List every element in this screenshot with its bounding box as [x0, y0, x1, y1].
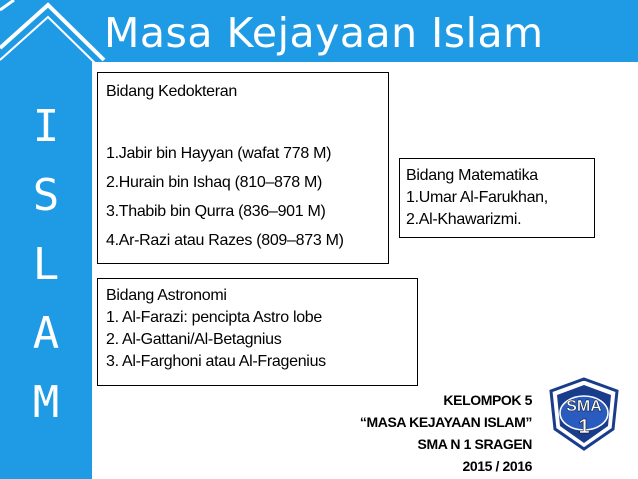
- astronomi-item: 1. Al-Farazi: pencipta Astro lobe: [106, 309, 322, 326]
- credits-project: “MASA KEJAYAAN ISLAM”: [359, 414, 532, 430]
- kedokteran-item: 2.Hurain bin Ishaq (810–878 M): [106, 174, 323, 191]
- matematika-item: 2.Al-Khawarizmi.: [406, 211, 522, 228]
- astronomi-heading: Bidang Astronomi: [106, 287, 227, 304]
- astronomi-item: 2. Al-Gattani/Al-Betagnius: [106, 331, 282, 348]
- kedokteran-item: 3.Thabib bin Qurra (836–901 M): [106, 203, 326, 220]
- credits-year: 2015 / 2016: [462, 458, 532, 474]
- vertical-letter: M: [32, 377, 60, 428]
- credits-school: SMA N 1 SRAGEN: [417, 436, 532, 452]
- matematika-item: 1.Umar Al-Farukhan,: [406, 189, 548, 206]
- astronomi-item: 3. Al-Farghoni atau Al-Fragenius: [106, 353, 326, 370]
- kedokteran-item: 1.Jabir bin Hayyan (wafat 778 M): [106, 145, 332, 162]
- vertical-letter: L: [32, 239, 60, 290]
- logo-number: 1: [578, 416, 590, 438]
- kedokteran-item: 4.Ar-Razi atau Razes (809–873 M): [106, 232, 344, 249]
- vertical-letter: I: [32, 101, 60, 152]
- logo-text: SMA: [566, 398, 602, 415]
- matematika-box: [399, 158, 595, 238]
- credits-block: [360, 389, 532, 477]
- astronomi-box: [97, 278, 418, 386]
- matematika-heading: Bidang Matematika: [406, 167, 538, 184]
- vertical-letter: S: [32, 170, 60, 221]
- kedokteran-box: [97, 72, 389, 264]
- corner-frame-decoration: [0, 0, 120, 80]
- school-logo: [545, 375, 623, 453]
- credits-group: KELOMPOK 5: [443, 392, 532, 408]
- slide-title: Masa Kejayaan Islam: [104, 9, 544, 57]
- vertical-islam-text: [0, 92, 92, 437]
- vertical-letter: A: [32, 308, 60, 359]
- kedokteran-heading: Bidang Kedokteran: [106, 83, 238, 100]
